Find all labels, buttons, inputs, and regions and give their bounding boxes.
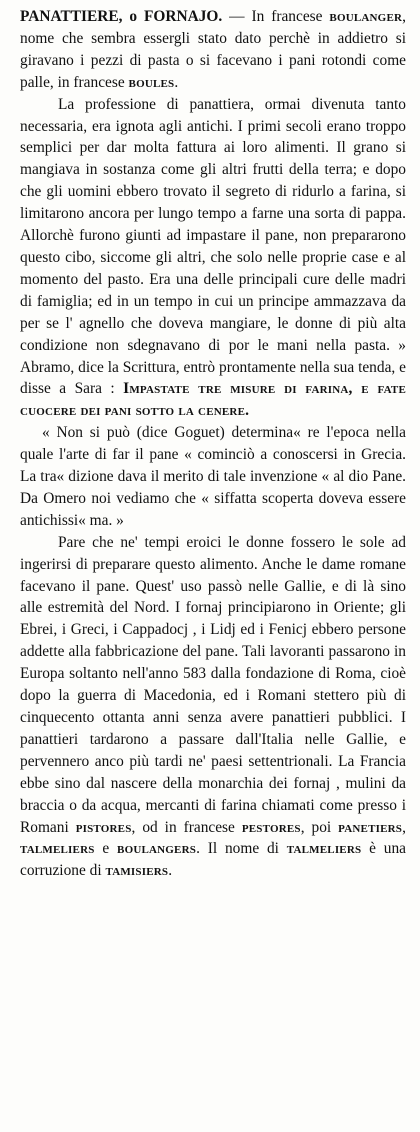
paragraph-history-text-2: , od in francese [131,818,242,836]
entry-text: , nome che sembra essergli stato dato perchè in addietro si giravano i pezzi di pasta o si facevano i pani rotondi come palle, in francese [20,8,406,91]
entry-paragraph [20,6,406,94]
paragraph-history-text-3: , poi [300,818,339,836]
goguet-quotation [20,422,406,532]
paragraph-history [20,532,406,883]
french-term-boules: boules [128,73,175,91]
term-tamisiers: tamisiers [105,862,169,880]
term-boulangers: boulangers [117,840,197,858]
paragraph-history-text: Pare che ne' tempi eroici le donne fossero le sole ad ingerirsi di preparare questo alimento. Anche le dame romane facevano il pane. Quest' uso passò nelle Gallie, e di là sino alle estremità del Nord. I fornaj principiarono in Oriente; gli Ebrei, i Greci, i Cappadocj , i Lidj ed i Fenicj ebbero persone addette alla fabbricazione del pane. Tali lavoranti passarono in Europa soltanto nell'anno 583 dalla fondazione di Roma, cioè dopo la guerra di Macedonia, ed i Romani stettero più di cinquecento ottanta anni senza avere panattieri pubblici. I panattieri tardarono a passare dall'Italia nelle Gallie, e pervennero anco più tardi ne' paesi settentrionali. La Francia ebbe sino dal nascere della monarchia dei fornaj , mulini da braccia o da acqua, mercanti di farina chiamati come presso i Romani [20,533,406,836]
paragraph-origins [20,94,406,423]
goguet-quotation-text: « Non si può (dice Goguet) determina« re l'epoca nella quale l'arte di far il pane « cominciò a conoscersi in Grecia. La tra« dizione dava il merito di tale invenzione « al dio Pane. Da Omero noi vediamo che « siffatta scoperta doveva essere antichissi« ma. » [20,424,406,529]
paragraph-history-text-7: è una corruzione di [20,840,407,880]
paragraph-history-text-4: , [402,818,406,836]
term-pestores: pestores [241,818,301,836]
entry-headword: PANATTIERE, o FORNAJO. [20,8,223,25]
term-panetiers: panetiers [338,818,403,836]
french-term-boulanger: boulanger [329,8,403,25]
paragraph-history-text-5: e [94,840,118,858]
entry-dash-text: — In francese [222,8,330,25]
scripture-quotation: Impastate tre misure di farina, e fate cuocere dei pani sotto la cenere. [20,380,406,420]
paragraph-history-end: . [168,862,173,880]
term-pistores: pistores [75,818,132,836]
entry-end: . [174,73,179,91]
paragraph-history-text-6: . Il nome di [196,840,287,858]
term-talmeliers-2: talmeliers [286,840,362,858]
paragraph-origins-text: La professione di panattiera, ormai divenuta tanto necessaria, era ignota agli antichi. I primi secoli erano troppo semplici per dar molta fattura ai loro alimenti. Il grano si mangiava in sostanza come gli altri frutti della terra; e dopo che gli uomini ebbero trovato il segreto di ridurlo a farina, si limitarono ancora per lungo tempo a farne una sorta di pappa. Allorchè furono giunti ad impastare il pane, non prepararono questo cibo, siccome gli altri, che solo nelle proprie case e al momento del pasto. Era una delle principali cure delle madri di famiglia; ed in un tempo in cui un principe ammazzava da per se l' agnello che doveva mangiare, le donne di più alta condizione non sdegnavano di por le mani nella pasta. » Abramo, dice la Scrittura, entrò prontamente nella sua tenda, e disse a Sara : [20,95,406,398]
term-talmeliers: talmeliers [20,840,95,858]
